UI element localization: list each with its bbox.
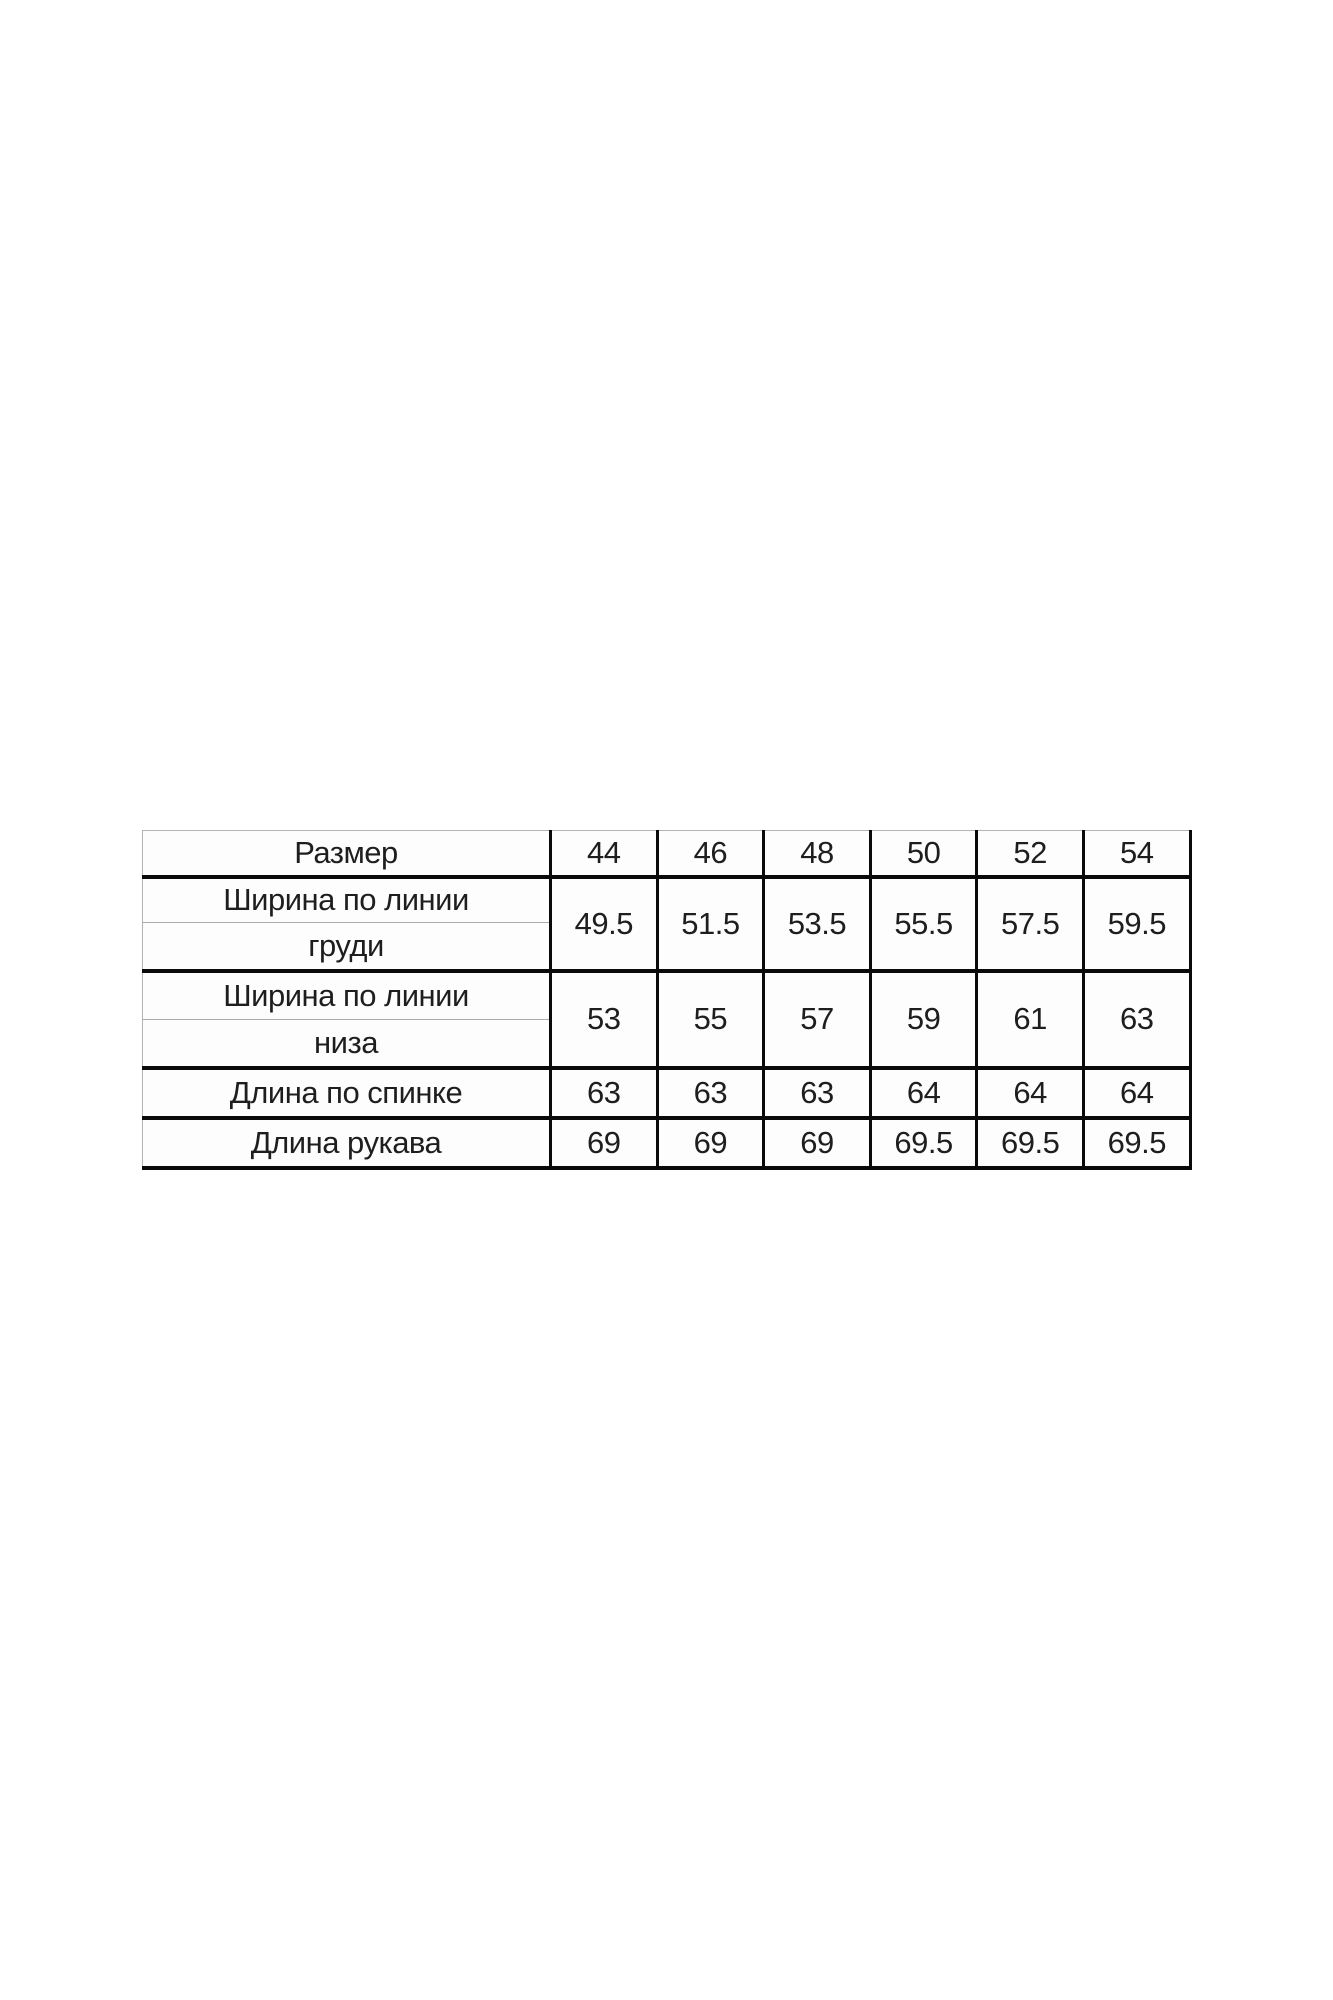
row-label-cell: Длина рукава — [250, 1124, 442, 1160]
value-cell: 63 — [551, 1068, 658, 1118]
value-cell: 49.5 — [551, 877, 658, 971]
row-label-cell: низа — [143, 1020, 551, 1068]
table-row-back-length — [143, 1068, 1191, 1118]
value-cell: 55.5 — [870, 877, 977, 971]
value-cell: 63 — [1083, 971, 1190, 1068]
header-size-cell: 46 — [657, 831, 764, 877]
table-row-sleeve-length — [143, 1118, 1191, 1168]
value-cell: 57 — [764, 971, 871, 1068]
header-size-cell: 54 — [1083, 831, 1190, 877]
row-label-cell: Длина по спинке — [143, 1068, 551, 1118]
value-cell: 64 — [1083, 1068, 1190, 1118]
table-row-hem-width — [143, 971, 1191, 1020]
row-label-cell: Ширина по линии — [143, 877, 551, 923]
table-row-chest-width — [143, 877, 1191, 923]
value-cell: 63 — [657, 1068, 764, 1118]
table-row-header — [143, 831, 1191, 877]
value-cell: 69 — [764, 1118, 871, 1168]
value-cell: 64 — [870, 1068, 977, 1118]
value-cell: 69.5 — [1083, 1118, 1190, 1168]
header-label-cell: Размер — [143, 831, 551, 877]
value-cell: 53.5 — [764, 877, 871, 971]
row-label-cell: груди — [143, 923, 551, 971]
header-size-cell: 44 — [551, 831, 658, 877]
value-cell: 69 — [551, 1118, 658, 1168]
value-cell: 57.5 — [977, 877, 1084, 971]
value-cell: 69.5 — [870, 1118, 977, 1168]
value-cell: 69.5 — [977, 1118, 1084, 1168]
row-label-cell: Ширина по линии — [143, 971, 551, 1020]
value-cell: 69 — [657, 1118, 764, 1168]
header-size-cell: 52 — [977, 831, 1084, 877]
value-cell: 53 — [551, 971, 658, 1068]
value-cell: 63 — [764, 1068, 871, 1118]
value-cell: 55 — [657, 971, 764, 1068]
header-size-cell: 48 — [764, 831, 871, 877]
value-cell: 51.5 — [657, 877, 764, 971]
value-cell: 64 — [977, 1068, 1084, 1118]
size-chart — [142, 830, 1190, 1170]
header-size-cell: 50 — [870, 831, 977, 877]
value-cell: 59 — [870, 971, 977, 1068]
value-cell: 59.5 — [1083, 877, 1190, 971]
value-cell: 61 — [977, 971, 1084, 1068]
size-chart-table — [142, 830, 1192, 1170]
